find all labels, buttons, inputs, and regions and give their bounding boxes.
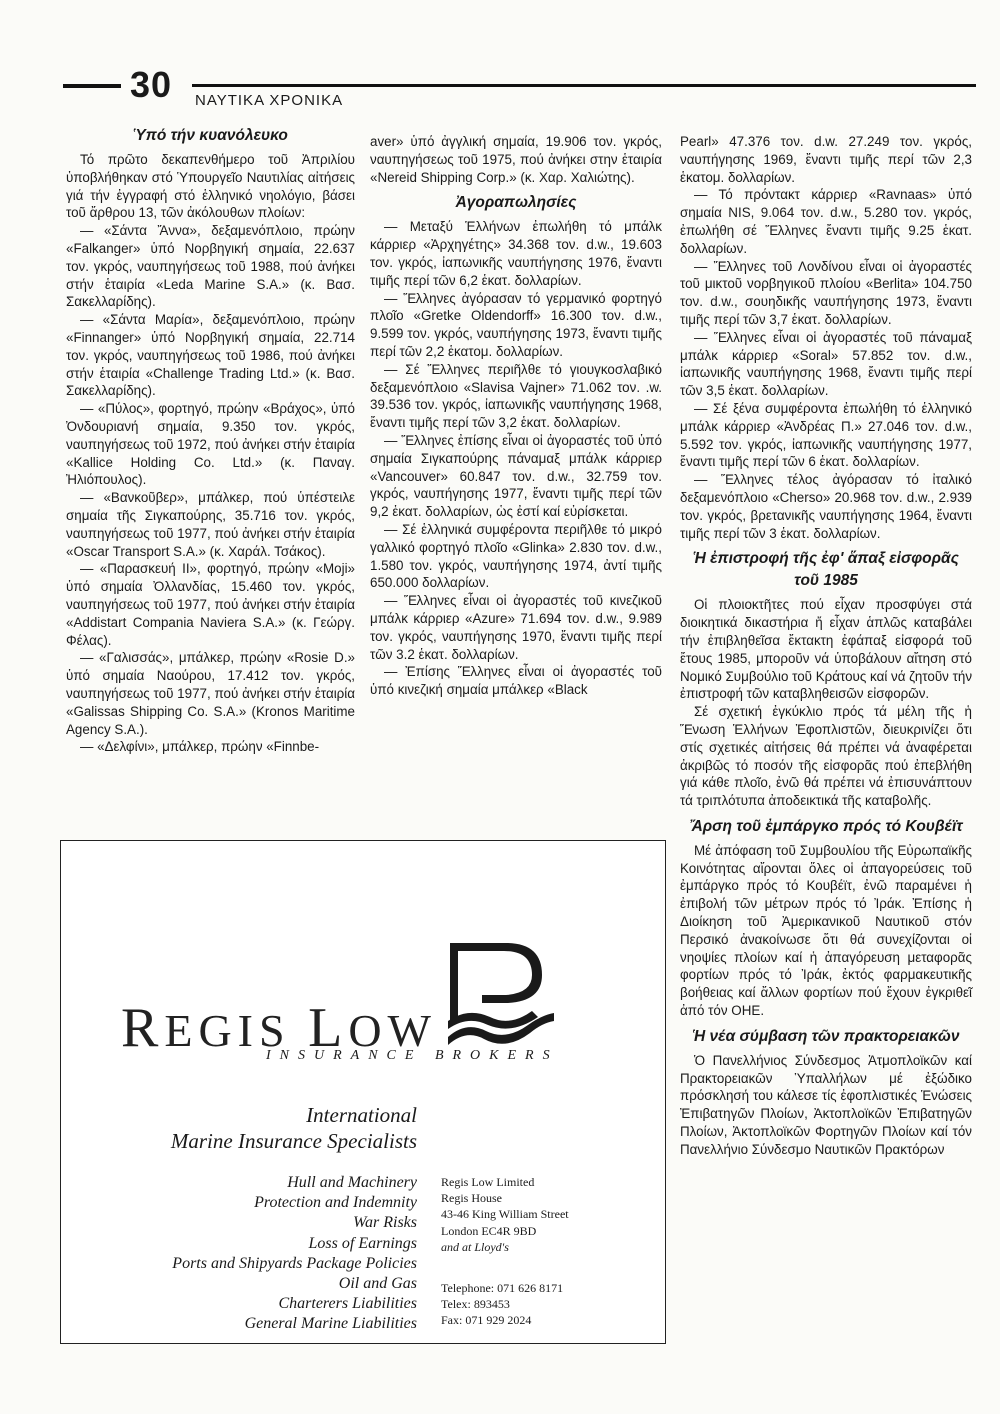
tagline: Marine Insurance Specialists — [170, 1129, 417, 1153]
service-item: Protection and Indemnity — [254, 1194, 417, 1212]
paragraph: Μέ ἀπόφαση τοῦ Συμβουλίου τῆς Εὐρωπαϊκῆς Κοινότητας αἴρονται ὅλες οἱ ἀπαγορεύσεις τοῦ ἐμπάργκο πρός τό Κουβέϊτ, ἐνῶ παραμένει ἡ ἐπιβολή τῶν μέτρων πρός τό Ἰράκ. Ἐπίσης ἡ Διοίκηση τοῦ Ἀμερικανικοῦ Ναυτικοῦ στόν Περσικό ἀνακοίνωσε ὅτι θά συνεχίζονται οἱ νηοψίες πλοίων καί ἡ ἀπαγόρευση μεταφορᾶς φορτίων πρός τό Ἰράκ, ἐκτός φαρμακευτικῆς βοήθειας καί ἄλλων φορτίων πού ἔχουν ἐγκριθεῖ ἀπό τόν ΟΗΕ. — [680, 842, 972, 1019]
services-list — [172, 1173, 417, 1335]
paragraph: aver» ὑπό ἀγγλική σημαία, 19.906 τον. γκρός, ναυπηγήσεως τοῦ 1975, πού ἀνήκει στην ἑταιρία «Nereid Shipping Corp.» (κ. Χαρ. Χαλιώτης). — [370, 134, 662, 185]
paragraph: Τό πρῶτο δεκαπενθήμερο τοῦ Ἀπριλίου ὑποβλήθηκαν στό Ὑπουργεῖο Ναυτιλίας αἰτήσεις γιά τήν ἐγγραφή στό ἑλληνικό νηολόγιο, βάσει τοῦ ἄρθρου 13, τῶν ἀκόλουθων πλοίων: — [66, 152, 355, 221]
paragraph: — «Σάντα Μαρία», δεξαμενόπλοιο, πρώην «Finnanger» ὑπό Νορβηγική σημαία, 22.714 τον. γκρός, ναυπηγήσεως τοῦ 1986, πού ἀνήκει στήν ἑταιρία «Challenge Trading Ltd.» (κ. Βασ. Σακελλαρίδης). — [66, 312, 355, 399]
brand-subtitle: INSURANCE BROKERS — [266, 1048, 559, 1063]
article-column-3 — [680, 133, 972, 1159]
paragraph: — Ἕλληνες τοῦ Λονδίνου εἶναι οἱ ἀγοραστές τοῦ μικτοῦ νορβηγικοῦ πλοίου «Berlita» 104.750 τον. d.w., σουηδικῆς ναυπήγησης 1973, ἔναντι τιμῆς περί τῶν 3,7 ἑκατ. δολλαρίων. — [680, 258, 972, 327]
service-item: General Marine Liabilities — [244, 1315, 417, 1333]
paragraph: — Σέ ἑλληνικά συμφέροντα περιῆλθε τό μικρό γαλλικό φορτηγό πλοῖο «Glinka» 2.830 τον. d.w., 1.580 τον. γκρός, ναυπήγησης 1974, ἀντί τιμῆς 650.000 δολλαρίων. — [370, 521, 662, 591]
tagline: International — [306, 1103, 417, 1127]
paragraph: Οἱ πλοιοκτῆτες πού εἶχαν προσφύγει στά διοικητικά δικαστήρια ἤ εἶχαν ἁπλῶς καταβάλει τήν ἐπιβληθεῖσα ἔκτακτη ἐφάπαξ εἰσφορά τοῦ ἔτους 1985, μποροῦν νά ὑποβάλουν αἴτηση στό Νομικό Συμβούλιο τοῦ Κράτους καί νά ζητοῦν τήν ἐπιστροφή τῶν καταβληθεισῶν εἰσφορῶν. — [680, 597, 973, 702]
paragraph: — Μεταξύ Ἑλλήνων ἐπωλήθη τό μπάλκ κάρριερ «Ἀρχηγέτης» 34.368 τον. d.w., 19.603 τον. γκρός, ἰαπωνικῆς ναυπήγησης 1976, ἔναντι τιμῆς περί τῶν 6,2 ἑκατ. δολλαρίων. — [370, 219, 662, 288]
page-number: 30 — [130, 64, 173, 105]
section-heading: Ἡ ἐπιστροφή τῆς ἐφ' ἅπαξ εἰσφορᾶς τοῦ 1985 — [693, 550, 959, 590]
header-rule-left — [63, 84, 121, 88]
address-line: Regis House — [441, 1191, 502, 1206]
company-address — [441, 1174, 569, 1255]
section-heading: Ὑπό τήν κυανόλευκο — [133, 127, 288, 144]
section-heading: Ἡ νέα σύμβαση τῶν πρακτορειακῶν — [692, 1027, 960, 1045]
article-column-1 — [66, 125, 355, 756]
address-note: and at Lloyd's — [441, 1239, 509, 1254]
publication-title: ΝΑΥΤΙΚΑ ΧΡΟΝΙΚΑ — [195, 92, 344, 109]
paragraph: Ὁ Πανελλήνιος Σύνδεσμος Ἀτμοπλοϊκῶν καί Πρακτορειακῶν Ὑπαλλήλων μέ ἐξώδικο πρόσκλησή του κάλεσε τίς ἐφοπλιστικές Ἑνώσεις Ἐπιβατηγῶν Πλοίων, Ἀκτοπλοϊκῶν Ἐπιβατηγῶν Πλοίων, Ἀκτοπλοϊκῶν Φορτηγῶν Πλοίων καί τόν Πανελλήνιο Σύνδεσμο Ναυτικῶν Πρακτόρων — [680, 1052, 972, 1157]
paragraph: — Ἕλληνες εἶναι οἱ ἀγοραστές τοῦ κινεζικοῦ μπάλκ κάρριερ «Azure» 71.694 τον. d.w., 9.989 τον. γκρός, ναυπήγησης 1970, ἔναντι τιμῆς περί τῶν 3.2 ἑκατ. δολλαρίων. — [370, 593, 662, 662]
paragraph: — Σέ Ἕλληνες περιῆλθε τό γιουγκοσλαβικό δεξαμενόπλοιο «Slavisa Vajner» 71.062 τον. .w. 39.536 τον. γκρός, ἰαπωνικῆς ναυπήγησης 1968, ἔναντι τιμῆς περί τῶν 3,2 ἑκατ. δολλαρίων. — [370, 361, 662, 431]
service-item: Ports and Shipyards Package Policies — [172, 1254, 417, 1272]
regis-low-logo-icon — [446, 941, 556, 1053]
contact-details — [441, 1280, 563, 1329]
paragraph: — «Δελφίνι», μπάλκερ, πρώην «Finnbe- — [80, 739, 320, 755]
brand-name: REGIS LOW — [121, 997, 437, 1059]
paragraph: — «Σάντα Ἄννα», δεξαμενόπλοιο, πρώην «Falkanger» ὑπό Νορβηγική σημαία, 22.637 τον. γκρός, ναυπηγήσεως τοῦ 1988, πού ἀνήκει στήν ἑταιρία «Leda Marine S.A.» (κ. Βασ. Σακελλαρίδης). — [66, 223, 355, 310]
service-item: Oil and Gas — [338, 1275, 417, 1293]
address-line: Regis Low Limited — [441, 1175, 535, 1189]
address-line: 43-46 King William Street — [441, 1207, 569, 1222]
header-rule-right — [192, 84, 976, 87]
service-item: Loss of Earnings — [308, 1234, 417, 1252]
service-item: War Risks — [353, 1214, 417, 1232]
regis-low-advertisement — [60, 840, 666, 1344]
paragraph: — Σέ ξένα συμφέροντα ἐπωλήθη τό ἑλληνικό μπάλκ κάρριερ «Ἀνδρέας Π.» 27.046 τον. d.w., 5.592 τον. γκρός, ἰαπωνικῆς ναυπήγησης 1977, ἔναντι τιμῆς περί τῶν 6 ἑκατ. δολλαρίων. — [680, 400, 972, 470]
paragraph: — «Βανκοῦβερ», μπάλκερ, πού ὑπέστειλε σημαία τῆς Σιγκαπούρης, 35.716 τον. γκρός, ναυπηγήσεως τοῦ 1977, πού ἀνήκει στήν ἑταιρία «Oscar Transport S.A.» (κ. Χαράλ. Τσάκος). — [66, 490, 355, 559]
paragraph: — Τό πρόντακτ κάρριερ «Ravnaas» ὑπό σημαία NIS, 9.064 τον. d.w., 5.280 τον. γκρός, ἐπωλήθη σέ Ἕλληνες ἔναντι τιμῆς 9.25 ἑκατ. δολλαρίων. — [680, 187, 972, 256]
paragraph: — «Γαλισσάς», μπάλκερ, πρώην «Rosie D.» ὑπό σημαία Ναούρου, 17.412 τον. γκρός, ναυπηγήσεως τοῦ 1977, πού ἀνήκει στήν ἑταιρία «Galissas Shipping Co. S.A.» (Kronos Maritime Agency S.A.). — [66, 650, 355, 737]
telex: Telex: 893453 — [441, 1297, 510, 1312]
paragraph: — Ἕλληνες εἶναι οἱ ἀγοραστές τοῦ πάναμαξ μπάλκ κάρριερ «Soral» 57.852 τον. d.w., ἰαπωνικῆς ναυπήγησης 1968, ἔναντι τιμῆς περί τῶν 3,5 ἑκατ. δολλαρίων. — [680, 329, 972, 399]
paragraph: — «Πύλος», φορτηγό, πρώην «Βράχος», ὑπό Ὀνδουριανή σημαία, 9.350 τον. γκρός, ναυπηγήσεως τοῦ 1972, πού ἀνήκει στήν ἑταιρία «Kallice Holding Co. Ltd.» (κ. Παναγ. Ἠλιόπουλος). — [66, 401, 355, 488]
section-heading: Ἄρση τοῦ ἐμπάργκο πρός τό Κουβέϊτ — [689, 817, 963, 835]
paragraph: — Ἐπίσης Ἕλληνες εἶναι οἱ ἀγοραστές τοῦ ὑπό κινεζική σημαία μπάλκερ «Black — [370, 664, 662, 698]
article-column-2 — [370, 133, 662, 699]
paragraph: Σέ σχετική ἐγκύκλιο πρός τά μέλη τῆς ἡ Ἕνωση Ἑλλήνων Ἐφοπλιστῶν, διευκρινίζει ὅτι στίς σχετικές αἰτήσεις θά πρέπει νά ἀναφέρεται ἀκριβῶς τό ποσόν τῆς εἰσφορᾶς πού ἐπεβλήθη γιά κάθε πλοῖο, ἐνῶ θά πρέπει νά ἐπισυνάπτουν τά τριπλότυπα ἀποδεικτικά τῆς καταβολῆς. — [680, 704, 972, 809]
section-heading: Ἀγοραπωλησίες — [455, 194, 577, 212]
paragraph: — «Παρασκευή II», φορτηγό, πρώην «Moji» ὑπό σημαία Ὀλλανδίας, 15.460 τον. γκρός, ναυπηγήσεως τοῦ 1977, πού ἀνήκει στήν ἑταιρία «Addistart Compania Naviera S.A.» (κ. Γεώργ. Φέλας). — [66, 561, 355, 648]
fax: Fax: 071 929 2024 — [441, 1313, 532, 1328]
telephone: Telephone: 071 626 8171 — [441, 1281, 564, 1295]
service-item: Charterers Liabilities — [278, 1295, 417, 1313]
paragraph: — Ἕλληνες ἐπίσης εἶναι οἱ ἀγοραστές τοῦ ὑπό σημαία Σιγκαπούρης πάναμαξ μπάλκ κάρριερ «Vancouver» 60.847 τον. d.w., 32.759 τον. γκρός, ναυπήγησης 1977, ἔναντι τιμῆς περί τῶν 9,2 ἑκατ. δολλαρίων, ὡς ἐστί καί εὐρίσκεται. — [370, 432, 662, 520]
paragraph: Pearl» 47.376 τον. d.w. 27.249 τον. γκρός, ναυπήγησης 1969, ἔναντι τιμῆς περί τῶν 2,3 ἑκατομ. δολλαρίων. — [680, 134, 972, 185]
service-item: Hull and Machinery — [287, 1174, 417, 1191]
paragraph: — Ἕλληνες τέλος ἀγόρασαν τό ἰταλικό δεξαμενόπλοιο «Cherso» 20.968 τον. d.w., 2.939 τον. γκρός, βρετανικῆς ναυπήγησης 1964, ἔναντι τιμῆς περί τῶν 3 ἑκατ. δολλαρίων. — [680, 472, 972, 541]
paragraph: — Ἕλληνες ἀγόρασαν τό γερμανικό φορτηγό πλοῖο «Gretke Oldendorff» 16.300 τον. d.w., 9.599 τον. γκρός, ναυπήγησης 1973, ἔναντι τιμῆς περί τῶν 2,2 ἑκατομ. δολλαρίων. — [370, 290, 662, 359]
address-line: London EC4R 9BD — [441, 1223, 537, 1238]
